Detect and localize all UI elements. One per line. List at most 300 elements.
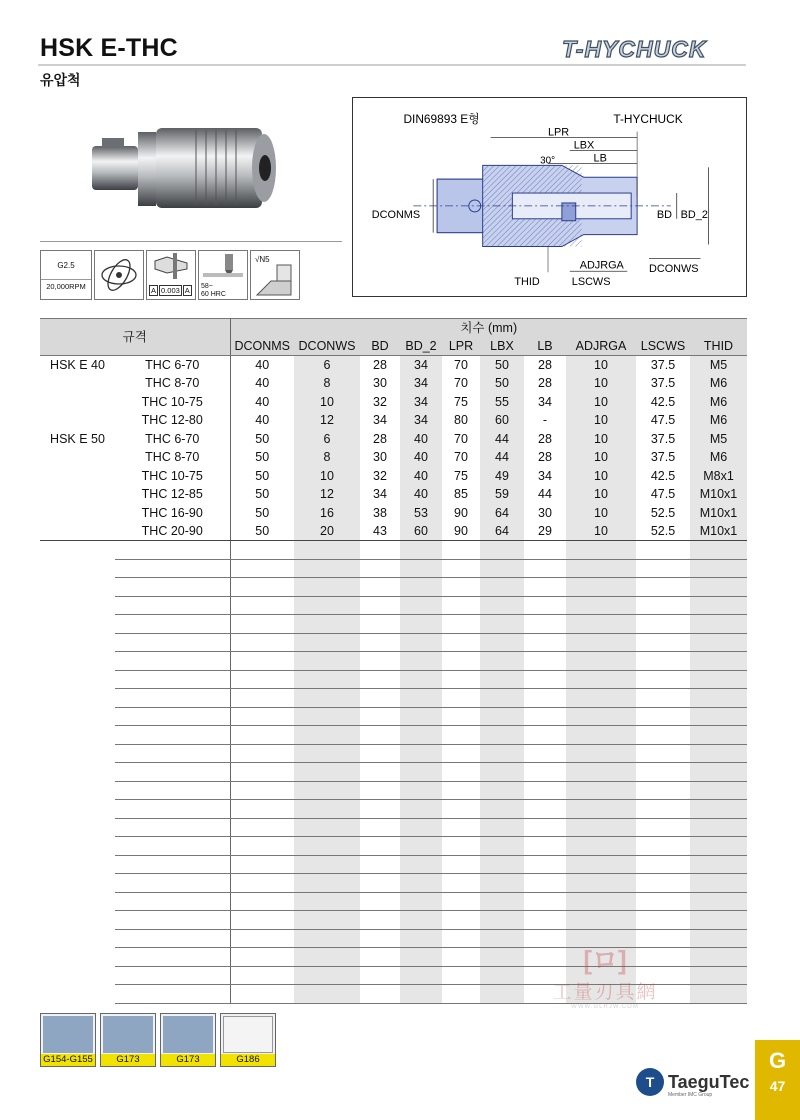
cell-lscws: 37.5 bbox=[650, 376, 676, 391]
empty-cell bbox=[566, 744, 636, 763]
cell-thid: M6 bbox=[690, 393, 747, 412]
table-row bbox=[40, 485, 747, 504]
empty-table-row bbox=[40, 911, 747, 930]
empty-cell bbox=[524, 578, 566, 597]
empty-cell bbox=[400, 541, 442, 560]
reference-adapter[interactable] bbox=[160, 1013, 216, 1067]
runout-icon bbox=[146, 250, 196, 300]
empty-cell bbox=[400, 670, 442, 689]
empty-cell bbox=[690, 948, 747, 967]
empty-cell bbox=[480, 948, 524, 967]
empty-cell bbox=[400, 855, 442, 874]
empty-cell bbox=[480, 800, 524, 819]
empty-cell bbox=[566, 633, 636, 652]
empty-cell bbox=[442, 578, 480, 597]
series-cell bbox=[40, 374, 115, 393]
empty-cell bbox=[524, 689, 566, 708]
empty-table-row bbox=[40, 689, 747, 708]
empty-series-cell bbox=[40, 633, 115, 652]
section-tab bbox=[755, 1040, 800, 1120]
cell-lb: 44 bbox=[538, 487, 552, 502]
empty-cell bbox=[524, 633, 566, 652]
empty-table-row bbox=[40, 615, 747, 634]
empty-series-cell bbox=[40, 948, 115, 967]
empty-cell bbox=[690, 744, 747, 763]
empty-cell bbox=[294, 652, 360, 671]
empty-cell bbox=[524, 615, 566, 634]
empty-model-cell bbox=[115, 670, 230, 689]
empty-series-cell bbox=[40, 670, 115, 689]
table-row bbox=[40, 430, 747, 449]
empty-table-row bbox=[40, 652, 747, 671]
empty-series-cell bbox=[40, 837, 115, 856]
empty-cell bbox=[294, 615, 360, 634]
empty-cell bbox=[360, 818, 400, 837]
empty-cell bbox=[524, 707, 566, 726]
empty-cell bbox=[524, 596, 566, 615]
spec-table bbox=[40, 318, 747, 1004]
lbx-label: LBX bbox=[573, 139, 595, 152]
cell-lbx: 50 bbox=[480, 374, 524, 393]
cell-lscws: 37.5 bbox=[650, 450, 676, 465]
empty-cell bbox=[480, 726, 524, 745]
empty-cell bbox=[636, 689, 690, 708]
empty-model-cell bbox=[115, 966, 230, 985]
empty-cell bbox=[480, 707, 524, 726]
series-cell bbox=[40, 467, 115, 486]
reference-manual[interactable] bbox=[220, 1013, 276, 1067]
reference-page-label: G154-G155 bbox=[41, 1054, 95, 1066]
cell-lb: - bbox=[542, 413, 548, 428]
svg-text:T-HYCHUCK: T-HYCHUCK bbox=[562, 36, 707, 62]
empty-table-row bbox=[40, 559, 747, 578]
empty-cell bbox=[524, 541, 566, 560]
cell-lpr: 75 bbox=[454, 394, 468, 409]
empty-cell bbox=[294, 874, 360, 893]
empty-series-cell bbox=[40, 818, 115, 837]
empty-model-cell bbox=[115, 763, 230, 782]
empty-cell bbox=[442, 800, 480, 819]
empty-series-cell bbox=[40, 689, 115, 708]
empty-cell bbox=[690, 596, 747, 615]
empty-cell bbox=[566, 596, 636, 615]
cell-bd: 32 bbox=[373, 468, 387, 483]
cell-bd-2: 60 bbox=[400, 522, 442, 541]
column-header-lscws: LSCWS bbox=[636, 337, 690, 356]
empty-cell bbox=[524, 818, 566, 837]
empty-cell bbox=[442, 818, 480, 837]
cell-lbx: 55 bbox=[480, 393, 524, 412]
empty-cell bbox=[690, 874, 747, 893]
empty-cell bbox=[360, 948, 400, 967]
empty-cell bbox=[294, 744, 360, 763]
cell-dconws: 10 bbox=[294, 393, 360, 412]
empty-cell bbox=[442, 652, 480, 671]
bd2-label: BD_2 bbox=[680, 208, 708, 221]
section-letter: G bbox=[768, 1048, 787, 1073]
column-header-bd: BD bbox=[360, 337, 400, 356]
table-row bbox=[40, 393, 747, 412]
empty-cell bbox=[690, 707, 747, 726]
cell-thid: M6 bbox=[690, 448, 747, 467]
empty-series-cell bbox=[40, 911, 115, 930]
empty-cell bbox=[442, 911, 480, 930]
reference-wrench[interactable] bbox=[100, 1013, 156, 1067]
lpr-label: LPR bbox=[548, 126, 570, 139]
empty-table-row bbox=[40, 744, 747, 763]
empty-cell bbox=[480, 818, 524, 837]
empty-cell bbox=[360, 652, 400, 671]
max-rpm-label: 20,000RPM bbox=[41, 279, 91, 291]
empty-cell bbox=[360, 837, 400, 856]
empty-cell bbox=[442, 670, 480, 689]
series-cell: HSK E 50 bbox=[50, 431, 105, 446]
model-cell: THC 6-70 bbox=[115, 356, 230, 375]
empty-cell bbox=[360, 911, 400, 930]
empty-cell bbox=[294, 763, 360, 782]
empty-cell bbox=[566, 855, 636, 874]
empty-cell bbox=[480, 633, 524, 652]
empty-model-cell bbox=[115, 855, 230, 874]
empty-cell bbox=[360, 707, 400, 726]
empty-cell bbox=[566, 837, 636, 856]
series-cell bbox=[40, 448, 115, 467]
empty-cell bbox=[442, 744, 480, 763]
empty-cell bbox=[400, 929, 442, 948]
empty-cell bbox=[230, 948, 294, 967]
cell-lpr: 70 bbox=[454, 358, 468, 372]
cell-lscws: 37.5 bbox=[650, 431, 676, 446]
empty-table-row bbox=[40, 633, 747, 652]
empty-cell bbox=[480, 615, 524, 634]
empty-table-row bbox=[40, 800, 747, 819]
watermark bbox=[530, 940, 680, 1015]
empty-cell bbox=[480, 763, 524, 782]
empty-cell bbox=[636, 763, 690, 782]
empty-cell bbox=[230, 633, 294, 652]
empty-cell bbox=[442, 855, 480, 874]
cell-thid: M5 bbox=[690, 356, 747, 375]
lb-label: LB bbox=[593, 152, 607, 165]
empty-cell bbox=[360, 855, 400, 874]
empty-cell bbox=[636, 578, 690, 597]
empty-cell bbox=[230, 763, 294, 782]
bd-label: BD bbox=[656, 208, 673, 221]
series-cell bbox=[40, 393, 115, 412]
empty-cell bbox=[230, 578, 294, 597]
empty-cell bbox=[690, 800, 747, 819]
cell-lscws: 37.5 bbox=[650, 358, 676, 372]
empty-cell bbox=[524, 781, 566, 800]
empty-cell bbox=[442, 707, 480, 726]
table-row bbox=[40, 522, 747, 541]
watermark-logo: [ロ] bbox=[583, 945, 627, 975]
cell-bd: 43 bbox=[360, 522, 400, 541]
empty-series-cell bbox=[40, 596, 115, 615]
empty-cell bbox=[400, 689, 442, 708]
brand-subtitle: Member IMC Group bbox=[668, 1092, 713, 1098]
empty-cell bbox=[480, 559, 524, 578]
cell-dconms: 40 bbox=[255, 413, 270, 428]
empty-series-cell bbox=[40, 781, 115, 800]
empty-model-cell bbox=[115, 615, 230, 634]
empty-cell bbox=[690, 818, 747, 837]
empty-series-cell bbox=[40, 763, 115, 782]
spec-column-header: 규격 bbox=[40, 319, 230, 356]
column-header-bd-2: BD_2 bbox=[400, 337, 442, 356]
cell-lb: 34 bbox=[538, 468, 552, 483]
cell-bd: 34 bbox=[373, 413, 387, 428]
empty-cell bbox=[294, 689, 360, 708]
cell-lb: 30 bbox=[538, 505, 552, 520]
empty-cell bbox=[566, 541, 636, 560]
empty-cell bbox=[230, 818, 294, 837]
cell-lb: 28 bbox=[538, 431, 552, 446]
reference-collet[interactable] bbox=[40, 1013, 96, 1067]
empty-cell bbox=[690, 911, 747, 930]
empty-cell bbox=[690, 670, 747, 689]
empty-cell bbox=[442, 892, 480, 911]
datum-a-right: A bbox=[184, 286, 190, 295]
cell-lpr: 70 bbox=[454, 431, 468, 446]
reference-page-label: G173 bbox=[161, 1054, 215, 1066]
empty-model-cell bbox=[115, 541, 230, 560]
empty-cell bbox=[524, 763, 566, 782]
cell-thid: M5 bbox=[690, 430, 747, 449]
cell-dconws: 20 bbox=[294, 522, 360, 541]
column-header-lb: LB bbox=[524, 337, 566, 356]
series-cell bbox=[40, 504, 115, 523]
model-cell: THC 8-70 bbox=[115, 448, 230, 467]
cell-adjrga: 10 bbox=[566, 522, 636, 541]
title-divider bbox=[38, 64, 746, 66]
cell-lscws: 52.5 bbox=[650, 505, 676, 520]
empty-cell bbox=[480, 670, 524, 689]
empty-model-cell bbox=[115, 578, 230, 597]
empty-model-cell bbox=[115, 744, 230, 763]
empty-series-cell bbox=[40, 985, 115, 1004]
empty-model-cell bbox=[115, 985, 230, 1004]
cell-bd: 28 bbox=[373, 358, 387, 372]
empty-cell bbox=[566, 689, 636, 708]
empty-cell bbox=[360, 781, 400, 800]
empty-cell bbox=[636, 559, 690, 578]
empty-series-cell bbox=[40, 578, 115, 597]
empty-cell bbox=[524, 559, 566, 578]
cell-dconws: 10 bbox=[294, 467, 360, 486]
dimension-group-header: 치수 (mm) bbox=[230, 319, 747, 338]
cell-bd-2: 40 bbox=[400, 430, 442, 449]
cell-lbx: 64 bbox=[480, 504, 524, 523]
empty-cell bbox=[294, 578, 360, 597]
empty-cell bbox=[636, 855, 690, 874]
surface-finish-icon: √N5 bbox=[250, 250, 300, 300]
empty-cell bbox=[690, 763, 747, 782]
model-cell: THC 6-70 bbox=[115, 430, 230, 449]
empty-cell bbox=[230, 726, 294, 745]
empty-cell bbox=[230, 855, 294, 874]
empty-cell bbox=[524, 892, 566, 911]
empty-cell bbox=[690, 689, 747, 708]
adapter-icon bbox=[163, 1016, 213, 1053]
empty-cell bbox=[230, 541, 294, 560]
empty-cell bbox=[360, 578, 400, 597]
empty-cell bbox=[294, 929, 360, 948]
column-header-lbx: LBX bbox=[480, 337, 524, 356]
empty-cell bbox=[360, 966, 400, 985]
cell-bd-2: 40 bbox=[400, 448, 442, 467]
table-row bbox=[40, 448, 747, 467]
cell-dconms: 50 bbox=[230, 522, 294, 541]
empty-cell bbox=[230, 892, 294, 911]
empty-table-row bbox=[40, 541, 747, 560]
empty-table-row bbox=[40, 726, 747, 745]
empty-series-cell bbox=[40, 966, 115, 985]
empty-cell bbox=[480, 652, 524, 671]
empty-cell bbox=[524, 670, 566, 689]
empty-model-cell bbox=[115, 818, 230, 837]
empty-cell bbox=[400, 744, 442, 763]
empty-cell bbox=[566, 615, 636, 634]
empty-cell bbox=[230, 800, 294, 819]
empty-cell bbox=[636, 633, 690, 652]
empty-series-cell bbox=[40, 652, 115, 671]
empty-cell bbox=[294, 633, 360, 652]
spec-table-body bbox=[40, 356, 747, 1004]
empty-cell bbox=[524, 855, 566, 874]
empty-cell bbox=[566, 559, 636, 578]
empty-model-cell bbox=[115, 559, 230, 578]
empty-cell bbox=[524, 652, 566, 671]
cell-dconws: 8 bbox=[294, 374, 360, 393]
empty-table-row bbox=[40, 837, 747, 856]
empty-cell bbox=[636, 670, 690, 689]
empty-model-cell bbox=[115, 781, 230, 800]
table-row bbox=[40, 467, 747, 486]
empty-cell bbox=[636, 615, 690, 634]
empty-cell bbox=[566, 892, 636, 911]
cell-dconms: 50 bbox=[255, 505, 270, 520]
empty-cell bbox=[566, 578, 636, 597]
empty-cell bbox=[442, 985, 480, 1004]
empty-model-cell bbox=[115, 892, 230, 911]
cell-lbx: 64 bbox=[480, 522, 524, 541]
empty-series-cell bbox=[40, 615, 115, 634]
empty-series-cell bbox=[40, 541, 115, 560]
cell-lbx: 49 bbox=[480, 467, 524, 486]
empty-cell bbox=[524, 726, 566, 745]
empty-cell bbox=[360, 615, 400, 634]
cell-adjrga: 10 bbox=[566, 411, 636, 430]
empty-table-row bbox=[40, 892, 747, 911]
empty-cell bbox=[690, 726, 747, 745]
empty-model-cell bbox=[115, 874, 230, 893]
watermark-name: 工量刃具網 bbox=[552, 981, 658, 1003]
empty-series-cell bbox=[40, 726, 115, 745]
empty-cell bbox=[636, 541, 690, 560]
cell-bd-2: 40 bbox=[400, 485, 442, 504]
empty-cell bbox=[480, 855, 524, 874]
empty-table-row bbox=[40, 670, 747, 689]
empty-table-row bbox=[40, 763, 747, 782]
empty-cell bbox=[566, 652, 636, 671]
empty-cell bbox=[566, 800, 636, 819]
series-cell bbox=[40, 411, 115, 430]
table-row bbox=[40, 356, 747, 375]
model-cell: THC 10-75 bbox=[115, 393, 230, 412]
empty-table-row bbox=[40, 855, 747, 874]
empty-cell bbox=[442, 726, 480, 745]
empty-cell bbox=[442, 633, 480, 652]
empty-cell bbox=[442, 559, 480, 578]
cell-lscws: 42.5 bbox=[650, 394, 676, 409]
empty-cell bbox=[400, 966, 442, 985]
empty-cell bbox=[480, 837, 524, 856]
empty-cell bbox=[360, 559, 400, 578]
cell-lscws: 42.5 bbox=[650, 468, 676, 483]
page-title: HSK E-THC bbox=[40, 34, 178, 62]
cell-thid: M6 bbox=[690, 411, 747, 430]
empty-cell bbox=[230, 652, 294, 671]
cell-bd: 30 bbox=[373, 376, 387, 391]
empty-cell bbox=[442, 781, 480, 800]
cell-adjrga: 10 bbox=[566, 467, 636, 486]
empty-series-cell bbox=[40, 929, 115, 948]
empty-cell bbox=[480, 985, 524, 1004]
empty-cell bbox=[480, 892, 524, 911]
empty-cell bbox=[566, 818, 636, 837]
empty-cell bbox=[230, 707, 294, 726]
din-standard-label: DIN69893 E형 bbox=[403, 111, 480, 126]
cell-bd: 30 bbox=[373, 450, 387, 465]
empty-table-row bbox=[40, 818, 747, 837]
wrench-icon bbox=[103, 1016, 153, 1053]
empty-cell bbox=[400, 892, 442, 911]
cell-bd: 32 bbox=[373, 394, 387, 409]
empty-cell bbox=[400, 985, 442, 1004]
empty-cell bbox=[294, 781, 360, 800]
empty-table-row bbox=[40, 781, 747, 800]
cell-lb: 29 bbox=[524, 522, 566, 541]
empty-cell bbox=[690, 837, 747, 856]
table-row bbox=[40, 374, 747, 393]
cell-lscws: 47.5 bbox=[650, 487, 676, 502]
empty-model-cell bbox=[115, 689, 230, 708]
cell-lpr: 70 bbox=[454, 450, 468, 465]
column-header-lpr: LPR bbox=[442, 337, 480, 356]
empty-cell bbox=[636, 781, 690, 800]
photo-divider bbox=[40, 241, 342, 242]
cell-lpr: 90 bbox=[454, 505, 468, 520]
empty-cell bbox=[442, 763, 480, 782]
cell-bd-2: 34 bbox=[400, 356, 442, 375]
empty-cell bbox=[442, 615, 480, 634]
empty-cell bbox=[230, 670, 294, 689]
balance-grade-label: G2.5 bbox=[57, 261, 75, 270]
empty-cell bbox=[400, 707, 442, 726]
empty-cell bbox=[636, 837, 690, 856]
cell-lb: 34 bbox=[538, 394, 552, 409]
empty-cell bbox=[442, 929, 480, 948]
empty-cell bbox=[294, 670, 360, 689]
empty-cell bbox=[230, 689, 294, 708]
empty-model-cell bbox=[115, 633, 230, 652]
cell-adjrga: 10 bbox=[566, 356, 636, 375]
page-number: 47 bbox=[769, 1078, 786, 1094]
empty-cell bbox=[400, 559, 442, 578]
empty-cell bbox=[566, 874, 636, 893]
empty-cell bbox=[360, 744, 400, 763]
